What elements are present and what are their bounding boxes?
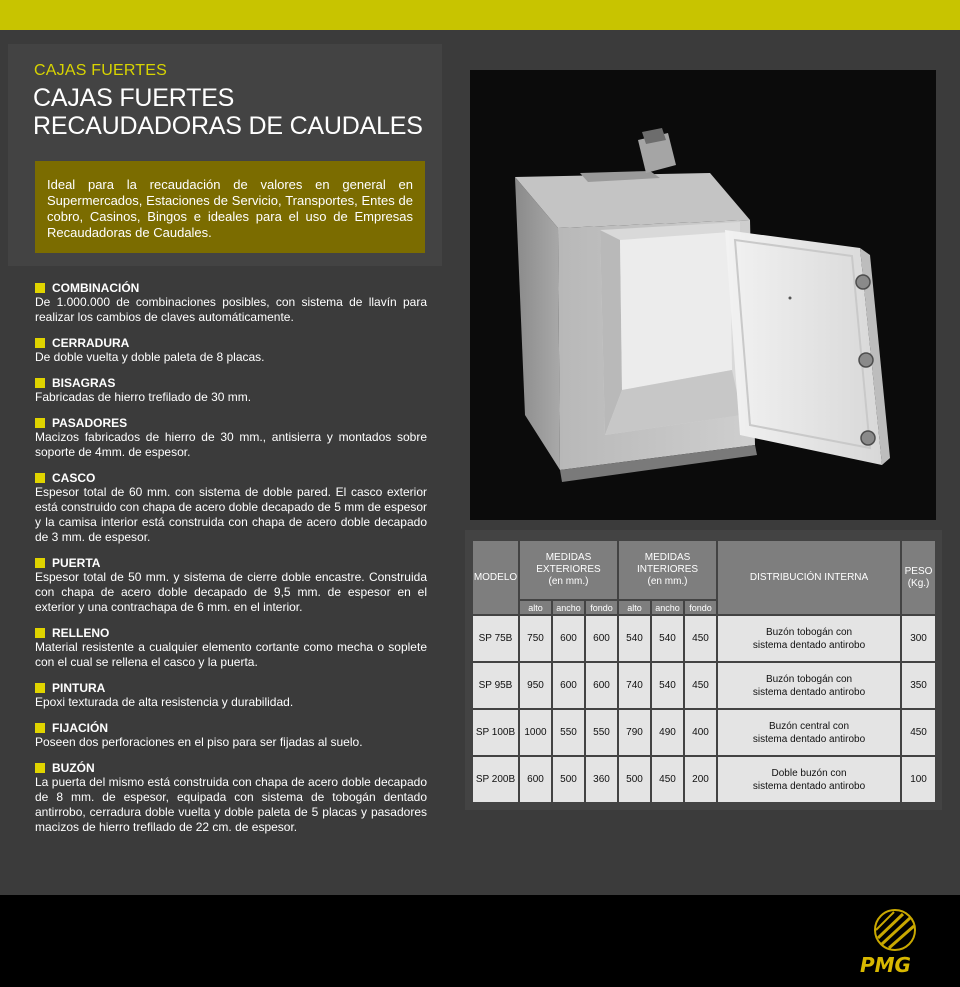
bullet-square-icon	[35, 338, 45, 348]
feature-title: RELLENO	[52, 625, 110, 640]
header-weight	[901, 540, 936, 615]
feature-title: COMBINACIÓN	[52, 280, 140, 295]
cell-model: SP 200B	[472, 756, 519, 803]
cell-ext-fondo: 550	[585, 709, 618, 756]
safe-door	[725, 230, 882, 465]
cell-int-fondo: 450	[684, 615, 717, 662]
header-ext-alto: alto	[519, 600, 552, 615]
feature-title: CASCO	[52, 470, 96, 485]
header-internal-line2: INTERIORES	[636, 564, 699, 575]
safe-product-photo	[470, 70, 936, 520]
bullet-square-icon	[35, 418, 45, 428]
page-title: CAJAS FUERTES RECAUDADORAS DE CAUDALES	[33, 84, 423, 140]
cell-distribution	[717, 756, 901, 803]
feature-item	[35, 680, 427, 710]
feature-title: FIJACIÓN	[52, 720, 109, 735]
feature-list	[35, 280, 427, 845]
cell-int-alto: 740	[618, 662, 651, 709]
distribution-line2: sistema dentado antirobo	[752, 733, 866, 745]
header-external-line2: EXTERIORES	[536, 564, 601, 575]
globe-icon	[875, 910, 915, 950]
cell-ext-ancho: 600	[552, 615, 585, 662]
feature-item	[35, 555, 427, 615]
distribution-line2: sistema dentado antirobo	[752, 686, 866, 698]
cell-ext-alto: 950	[519, 662, 552, 709]
cell-ext-ancho: 550	[552, 709, 585, 756]
cell-int-alto: 790	[618, 709, 651, 756]
cell-ext-ancho: 600	[552, 662, 585, 709]
header-model: MODELO	[472, 540, 519, 615]
intro-text: Ideal para la recaudación de valores en general en Supermercados, Estaciones de Servicio, Transportes, Entes de cobro, Casinos, Bingos e ideales para el uso de Empresas Recaudadoras de Caudales.	[47, 177, 413, 240]
cell-ext-fondo: 600	[585, 662, 618, 709]
feature-title: PUERTA	[52, 555, 101, 570]
cell-int-ancho: 490	[651, 709, 684, 756]
feature-text: La puerta del mismo está construida con chapa de acero doble decapado de 8 mm. de espesor, equipada con sistema de tobogán dentado antirrobo, cerradura doble vuelta y doble paleta de 5 placas y pasadores macizos de hierro trefilado de 22 cm. de espesor.	[35, 775, 427, 834]
cell-weight: 350	[901, 662, 936, 709]
feature-item	[35, 280, 427, 325]
feature-item	[35, 415, 427, 460]
cell-weight: 450	[901, 709, 936, 756]
feature-title: BISAGRAS	[52, 375, 116, 390]
header-distribution: DISTRIBUCIÓN INTERNA	[717, 540, 901, 615]
cell-int-fondo: 200	[684, 756, 717, 803]
bullet-square-icon	[35, 378, 45, 388]
bullet-square-icon	[35, 558, 45, 568]
cell-model: SP 95B	[472, 662, 519, 709]
table-row	[472, 756, 936, 803]
header-internal	[618, 540, 717, 600]
cell-model: SP 75B	[472, 615, 519, 662]
feature-item	[35, 470, 427, 545]
feature-title: PINTURA	[52, 680, 106, 695]
cell-ext-fondo: 360	[585, 756, 618, 803]
feature-text: Material resistente a cualquier elemento cortante como mecha o soplete con el cual se rellena el casco y la puerta.	[35, 640, 427, 669]
bolt-icon	[861, 431, 875, 445]
distribution-line1: Buzón central con	[769, 720, 850, 732]
feature-title: BUZÓN	[52, 760, 95, 775]
bolt-icon	[856, 275, 870, 289]
header-internal-unit: (en mm.)	[647, 576, 688, 587]
header-int-ancho: ancho	[651, 600, 684, 615]
top-accent-bar	[0, 0, 960, 30]
feature-text: Poseen dos perforaciones en el piso para ser fijadas al suelo.	[35, 735, 363, 749]
header-external-unit: (en mm.)	[548, 576, 589, 587]
distribution-line1: Doble buzón con	[771, 767, 847, 779]
distribution-line2: sistema dentado antirobo	[752, 780, 866, 792]
cell-ext-fondo: 600	[585, 615, 618, 662]
category-label: CAJAS FUERTES	[34, 62, 167, 79]
cell-ext-ancho: 500	[552, 756, 585, 803]
header-weight-line1: PESO	[904, 565, 933, 577]
bullet-square-icon	[35, 473, 45, 483]
cell-distribution	[717, 709, 901, 756]
table-row	[472, 615, 936, 662]
cell-int-fondo: 450	[684, 662, 717, 709]
header-int-fondo: fondo	[684, 600, 717, 615]
feature-text: De doble vuelta y doble paleta de 8 placas.	[35, 350, 265, 364]
feature-item	[35, 720, 427, 750]
cell-int-fondo: 400	[684, 709, 717, 756]
feature-text: Espesor total de 60 mm. con sistema de doble pared. El casco exterior está construido con chapa de acero doble decapado de 5 mm de espesor y la camisa interior está construida con chapa de acero doble decapado de 3 mm. de espesor.	[35, 485, 427, 544]
cell-ext-alto: 750	[519, 615, 552, 662]
header-ext-fondo: fondo	[585, 600, 618, 615]
feature-text: Fabricadas de hierro trefilado de 30 mm.	[35, 390, 252, 404]
logo-text: PMG	[860, 953, 911, 977]
cell-int-alto: 540	[618, 615, 651, 662]
feature-text: Espesor total de 50 mm. y sistema de cierre doble encastre. Construida con chapa de acero doble decapado de 9,5 mm. de espesor en el exterior y una contrachapa de 6 mm. en el interior.	[35, 570, 427, 614]
cell-int-alto: 500	[618, 756, 651, 803]
feature-item	[35, 760, 427, 835]
bullet-square-icon	[35, 628, 45, 638]
cell-int-ancho: 540	[651, 615, 684, 662]
header-weight-line2: (Kg.)	[907, 577, 930, 589]
table-row	[472, 662, 936, 709]
distribution-line2: sistema dentado antirobo	[752, 639, 866, 651]
bullet-square-icon	[35, 763, 45, 773]
feature-text: De 1.000.000 de combinaciones posibles, con sistema de llavín para realizar los cambios de claves automáticamente.	[35, 295, 427, 324]
cell-distribution	[717, 662, 901, 709]
cell-weight: 100	[901, 756, 936, 803]
cell-ext-alto: 1000	[519, 709, 552, 756]
cell-model: SP 100B	[472, 709, 519, 756]
feature-item	[35, 375, 427, 405]
header-external-line1: MEDIDAS	[545, 552, 592, 563]
bullet-square-icon	[35, 683, 45, 693]
distribution-line1: Buzón tobogán con	[765, 626, 853, 638]
bullet-square-icon	[35, 723, 45, 733]
feature-text: Macizos fabricados de hierro de 30 mm., antisierra y montados sobre soporte de 4mm. de espesor.	[35, 430, 427, 459]
cell-ext-alto: 600	[519, 756, 552, 803]
cell-distribution	[717, 615, 901, 662]
distribution-line1: Buzón tobogán con	[765, 673, 853, 685]
spec-table	[471, 539, 937, 804]
cell-int-ancho: 540	[651, 662, 684, 709]
intro-box	[35, 161, 425, 253]
feature-item	[35, 625, 427, 670]
header-int-alto: alto	[618, 600, 651, 615]
header-external	[519, 540, 618, 600]
header-ext-ancho: ancho	[552, 600, 585, 615]
footer	[0, 895, 960, 987]
feature-item	[35, 335, 427, 365]
pmg-logo	[858, 908, 936, 978]
feature-title: PASADORES	[52, 415, 128, 430]
table-row	[472, 709, 936, 756]
header-internal-line1: MEDIDAS	[644, 552, 691, 563]
cell-weight: 300	[901, 615, 936, 662]
cell-int-ancho: 450	[651, 756, 684, 803]
feature-title: CERRADURA	[52, 335, 130, 350]
bolt-icon	[859, 353, 873, 367]
feature-text: Epoxi texturada de alta resistencia y durabilidad.	[35, 695, 294, 709]
bullet-square-icon	[35, 283, 45, 293]
